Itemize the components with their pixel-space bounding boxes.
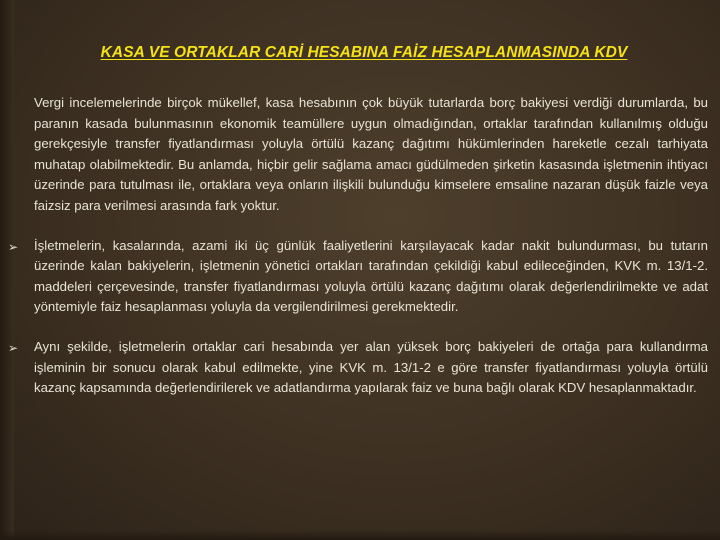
bullet-item-1: [8, 236, 708, 318]
slide-content: [8, 93, 708, 399]
bullet-text-2: Aynı şekilde, işletmelerin ortaklar cari hesabında yer alan yüksek borç bakiyeleri de ortağa para kullandırma işleminin bir sonucu olarak kabul edilmekte, yine KVK m. 13/1-2 e göre transfer fiyatlandırması yoluyla örtülü kazanç kapsamında değerlendirilerek ve adatlandırma yapılarak faiz ve buna bağlı olarak KDV hesaplanmaktadır.: [34, 338, 708, 396]
bullet-text-1: İşletmelerin, kasalarında, azami iki üç günlük faaliyetlerini karşılayacak kadar nakit bulundurması, bu tutarın üzerinde kalan bakiyelerin, işletmenin yönetici ortakları tarafından çekildiği kabul edileceğinden, KVK m. 13/1-2. maddeleri çerçevesinde, transfer fiyatlandırması yoluyla örtülü kazanç dağıtımı olarak değerlendirilmekte ve adat yöntemiyle faiz hesaplanması yoluyla da vergilendirilmesi gerekmektedir.: [34, 237, 708, 315]
intro-paragraph: Vergi incelemelerinde birçok mükellef, kasa hesabının çok büyük tutarlarda borç bakiyesi verdiği durumlarda, bu paranın kasada bulunmasının ekonomik teamüllere uygun olmadığından, ortaklar tarafından kullanılmış olduğu gerekçesiyle transfer fiyatlandırması yoluyla örtülü kazanç dağıtımı hükümlerinden hareketle cezalı tarhiyata muhatap olabilmektedir. Bu anlamda, hiçbir gelir sağlama amacı güdülmeden şirketin kasasında işletmenin ihtiyacı üzerinde para tutulması ile, ortaklara veya onların ilişkili bulunduğu kimselere emsaline nazaran düşük faizle veya faizsiz para verilmesi arasında fark yoktur.: [34, 95, 708, 213]
slide-bottom-border: [0, 530, 720, 540]
slide-left-border: [0, 0, 14, 540]
arrow-bullet-icon: ➢: [8, 340, 19, 355]
slide-title: KASA VE ORTAKLAR CARİ HESABINA FAİZ HESAPLANMASINDA KDV: [100, 44, 628, 61]
arrow-bullet-icon: ➢: [8, 239, 19, 254]
bullet-item-2: [8, 337, 708, 399]
